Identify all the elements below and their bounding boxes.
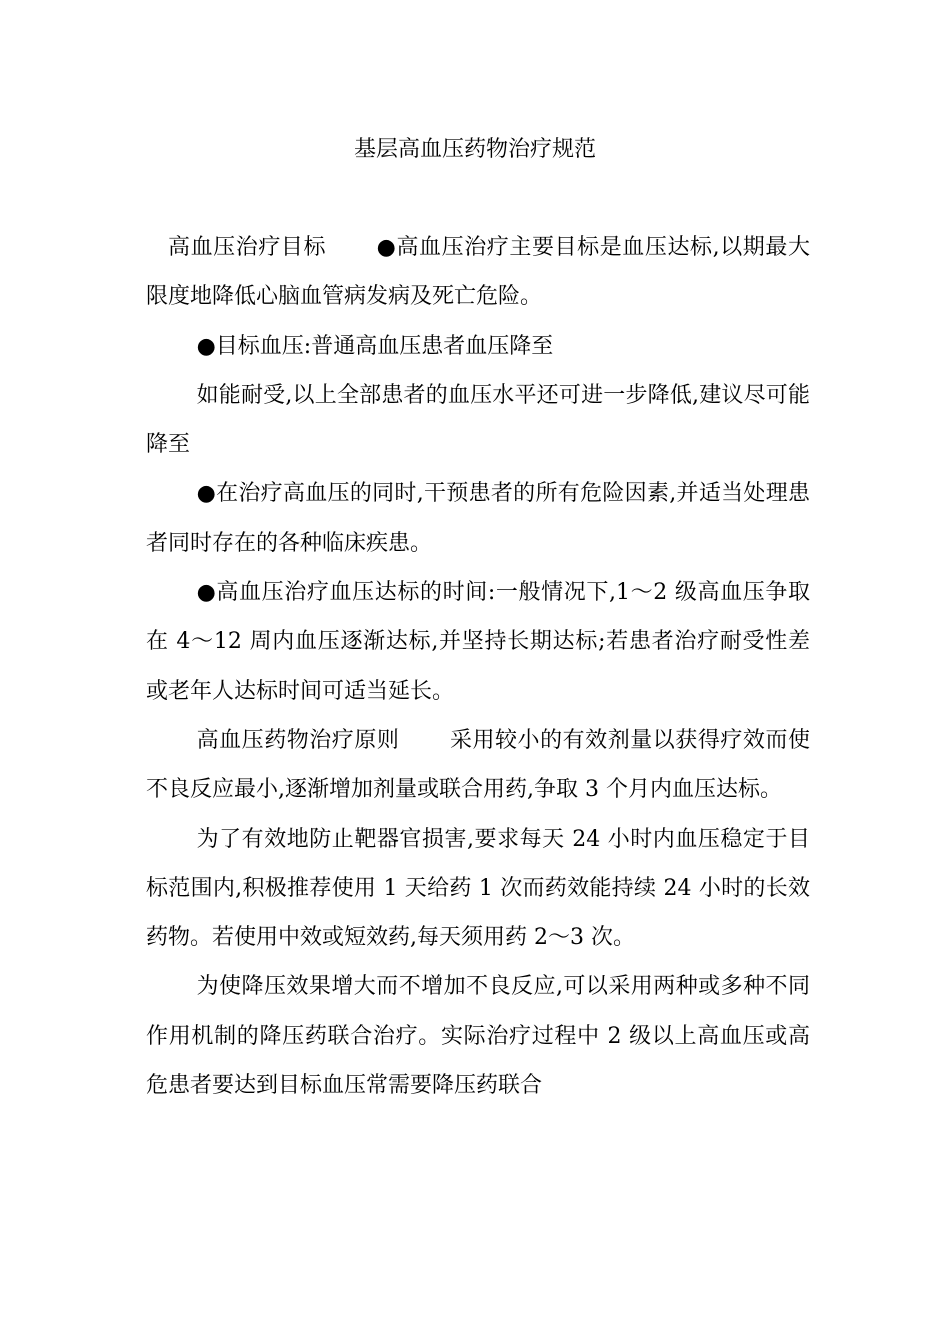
paragraph-treatment-principles <box>146 716 810 815</box>
paragraph-risk-factors: ●在治疗高血压的同时,干预患者的所有危险因素,并适当处理患者同时存在的各种临床疾患。 <box>146 481 810 556</box>
section-heading-treatment-goal: 高血压治疗目标 <box>168 235 327 260</box>
paragraph-treatment-goal <box>146 223 810 322</box>
paragraph-further-lowering: 如能耐受,以上全部患者的血压水平还可进一步降低,建议尽可能降至 <box>146 382 810 458</box>
paragraph-text: 采用较小的有效剂量以获得疗效而使不良反应最小,逐渐增加剂量或联合用药,争取 3 个月内血压达标。 <box>146 727 810 803</box>
document-body <box>146 223 810 1110</box>
document-title: 基层高血压药物治疗规范 <box>353 137 596 162</box>
section-heading-treatment-principles: 高血压药物治疗原则 <box>196 727 400 753</box>
paragraph-text: ●高血压治疗主要目标是血压达标,以期最大限度地降低心脑血管病发病及死亡危险。 <box>146 235 810 310</box>
paragraph-target-bp: ●目标血压:普通高血压患者血压降至 <box>196 333 554 359</box>
paragraph-long-acting: 为了有效地防止靶器官损害,要求每天 24 小时内血压稳定于目标范围内,积极推荐使用 1 天给药 1 次而药效能持续 24 小时的长效药物。若使用中效或短效药,每天须用药 2～3 次。 <box>146 826 810 951</box>
paragraph-combination-therapy: 为使降压效果增大而不增加不良反应,可以采用两种或多种不同作用机制的降压药联合治疗。实际治疗过程中 2 级以上高血压或高危患者要达到目标血压常需要降压药联合 <box>146 974 810 1099</box>
paragraph-target-time: ●高血压治疗血压达标的时间:一般情况下,1～2 级高血压争取在 4～12 周内血压逐渐达标,并坚持长期达标;若患者治疗耐受性差或老年人达标时间可适当延长。 <box>146 580 810 704</box>
